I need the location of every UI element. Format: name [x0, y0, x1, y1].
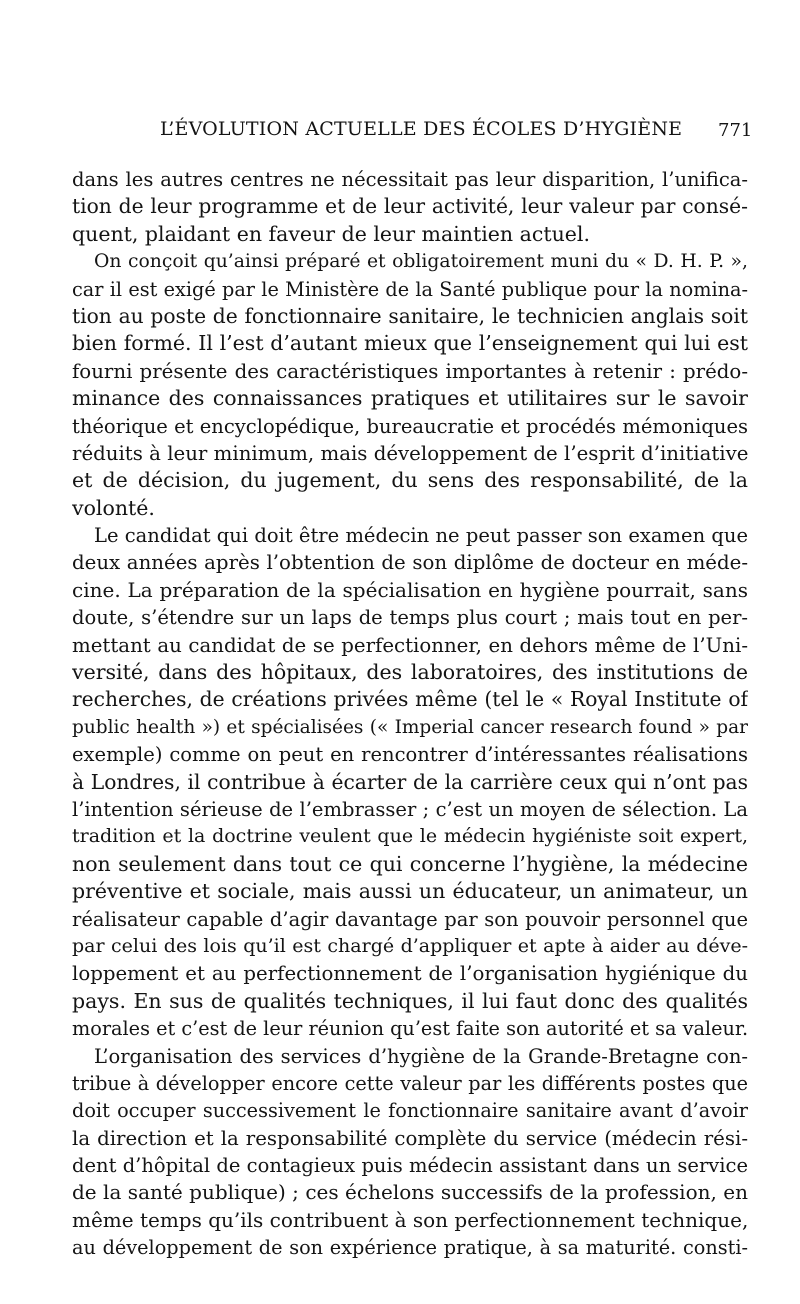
text-line: car il est exigé par le Ministère de la Santé publique pour la nomina- [72, 277, 748, 301]
text-line: pays. En sus de qualités techniques, il lui faut donc des qualités [72, 988, 748, 1013]
text-line: et de décision, du jugement, du sens des responsabilité, de la [72, 468, 748, 493]
text-line: fourni présente des caractéristiques importantes à retenir : prédo- [72, 359, 748, 383]
text-line: réduits à leur minimum, mais développement de l’esprit d’initiative [72, 441, 748, 465]
text-line: cine. La préparation de la spécialisation en hygiène pourrait, sans [72, 577, 748, 602]
text-line: L’organisation des services d’hygiène de la Grande-Bretagne con- [94, 1044, 748, 1068]
text-line: théorique et encyclopédique, bureaucratie et procédés mémoniques [72, 414, 748, 438]
text-line: doit occuper successivement le fonctionnaire sanitaire avant d’avoir [72, 1099, 748, 1123]
text-line: deux années après l’obtention de son diplôme de docteur en méde- [72, 551, 748, 575]
text-line: Le candidat qui doit être médecin ne peut passer son examen que [94, 524, 748, 548]
text-line: préventive et sociale, mais aussi un éducateur, un animateur, un [72, 879, 748, 904]
page-number: 771 [718, 120, 753, 141]
text-line: dans les autres centres ne nécessitait pas leur disparition, l’unifica- [72, 168, 748, 191]
text-line: public health ») et spécialisées (« Imperial cancer research found » par [72, 716, 748, 738]
text-line: minance des connaissances pratiques et utilitaires sur le savoir [72, 386, 748, 411]
text-line: tion de leur programme et de leur activité, leur valeur par consé- [72, 194, 748, 219]
text-line: tradition et la doctrine veulent que le médecin hygiéniste soit expert, [72, 825, 748, 848]
text-line: loppement et au perfectionnement de l’organisation hygiénique du [72, 962, 748, 986]
text-line: au développement de son expérience pratique, à sa maturité. consti- [72, 1236, 748, 1260]
chapter-title: L’ÉVOLUTION ACTUELLE DES ÉCOLES D’HYGIÈNE [160, 118, 683, 140]
running-header [0, 118, 800, 148]
text-line: non seulement dans tout ce qui concerne l’hygiène, la médecine [72, 851, 748, 876]
text-line: volonté. [72, 495, 155, 520]
text-line: réalisateur capable d’agir davantage par son pouvoir personnel que [72, 907, 748, 931]
text-line: bien formé. Il l’est d’autant mieux que l’enseignement qui lui est [72, 331, 748, 356]
text-line: doute, s’étendre sur un laps de temps plus court ; mais tout en per- [72, 606, 748, 630]
text-line: morales et c’est de leur réunion qu’est faite son autorité et sa valeur. [72, 1017, 748, 1041]
text-line: exemple) comme on peut en rencontrer d’intéressantes réalisations [72, 743, 748, 767]
text-line: même temps qu’ils contribuent à son perfectionnement technique, [72, 1207, 748, 1232]
text-line: la direction et la responsabilité complète du service (médecin rési- [72, 1126, 748, 1150]
text-line: recherches, de créations privées même (tel le « Royal Institute of [72, 687, 748, 712]
text-line: l’intention sérieuse de l’embrasser ; c’est un moyen de sélection. La [72, 797, 748, 821]
text-line: On conçoit qu’ainsi préparé et obligatoirement muni du « D. H. P. », [94, 251, 748, 273]
text-line: de la santé publique) ; ces échelons successifs de la profession, en [72, 1180, 748, 1205]
text-line: mettant au candidat de se perfectionner, en dehors même de l’Uni- [72, 633, 748, 657]
text-line: par celui des lois qu’il est chargé d’appliquer et apte à aider au déve- [72, 934, 748, 957]
text-line: à Londres, il contribue à écarter de la carrière ceux qui n’ont pas [72, 769, 748, 794]
body-text [72, 166, 748, 1262]
text-line: tion au poste de fonctionnaire sanitaire, le technicien anglais soit [72, 303, 748, 328]
text-line: versité, dans des hôpitaux, des laboratoires, des institutions de [72, 660, 748, 685]
text-line: dent d’hôpital de contagieux puis médecin assistant dans un service [72, 1154, 748, 1178]
text-line: tribue à développer encore cette valeur par les différents postes que [72, 1071, 748, 1095]
text-line: quent, plaidant en faveur de leur maintien actuel. [72, 221, 590, 246]
